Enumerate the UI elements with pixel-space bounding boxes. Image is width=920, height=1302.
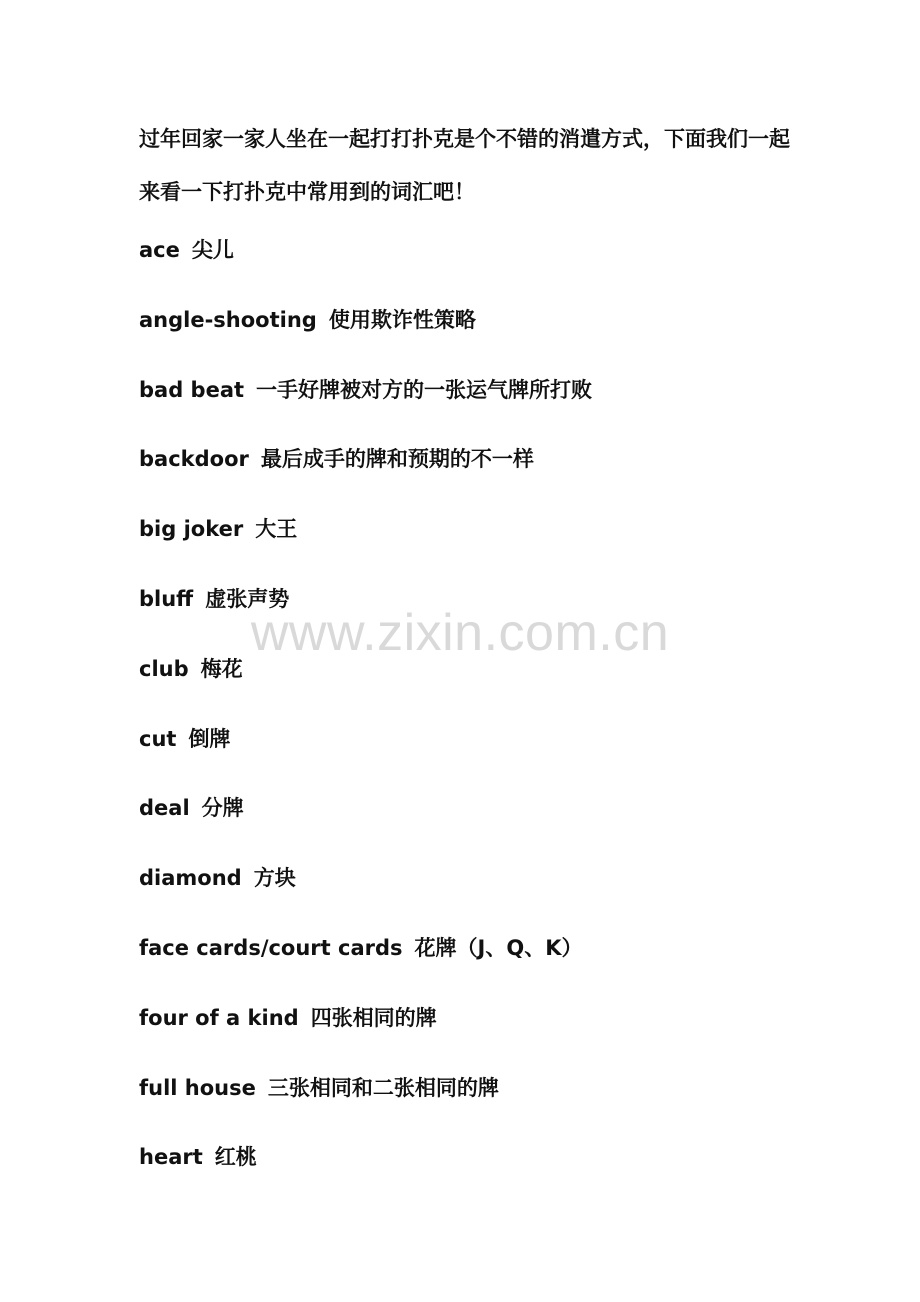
intro-paragraph: 过年回家一家人坐在一起打打扑克是个不错的消遣方式，下面我们一起来看一下打扑克中常用到的词汇吧！ bbox=[139, 127, 790, 204]
term-item bbox=[139, 789, 592, 859]
term-item bbox=[139, 510, 592, 580]
term-list bbox=[139, 231, 592, 1208]
term-english: face cards/court cards bbox=[139, 935, 403, 960]
term-chinese: 三张相同和二张相同的牌 bbox=[267, 1075, 499, 1100]
term-english: big joker bbox=[139, 517, 244, 542]
term-item bbox=[139, 440, 592, 510]
term-item bbox=[139, 720, 592, 790]
term-chinese: 四张相同的牌 bbox=[310, 1005, 437, 1030]
term-chinese: 分牌 bbox=[201, 796, 244, 821]
term-english: deal bbox=[139, 796, 190, 821]
term-english: ace bbox=[139, 238, 180, 262]
term-item bbox=[139, 650, 592, 720]
term-item bbox=[139, 929, 592, 999]
term-chinese: 大王 bbox=[255, 517, 298, 542]
term-english: full house bbox=[139, 1075, 256, 1100]
term-item bbox=[139, 580, 592, 650]
term-chinese: 方块 bbox=[253, 866, 296, 891]
term-english: bad beat bbox=[139, 377, 245, 402]
term-english: diamond bbox=[139, 866, 242, 891]
term-chinese: 梅花 bbox=[200, 656, 243, 681]
watermark: www.zixin.com.cn bbox=[250, 604, 670, 662]
term-item bbox=[139, 1138, 592, 1208]
term-chinese: 最后成手的牌和预期的不一样 bbox=[260, 447, 534, 472]
term-chinese: 花牌（J、Q、K） bbox=[414, 935, 583, 960]
term-english: bluff bbox=[139, 586, 194, 611]
term-chinese: 红桃 bbox=[214, 1145, 257, 1170]
term-item bbox=[139, 999, 592, 1069]
term-english: cut bbox=[139, 726, 177, 751]
term-item bbox=[139, 859, 592, 929]
term-english: heart bbox=[139, 1145, 203, 1170]
term-english: backdoor bbox=[139, 447, 249, 472]
term-english: four of a kind bbox=[139, 1005, 299, 1030]
term-english: angle-shooting bbox=[139, 307, 317, 332]
term-item bbox=[139, 301, 592, 371]
term-chinese: 虚张声势 bbox=[205, 586, 290, 611]
term-item bbox=[139, 371, 592, 441]
term-chinese: 尖儿 bbox=[191, 238, 234, 262]
term-item bbox=[139, 1069, 592, 1139]
term-item bbox=[139, 231, 592, 301]
term-chinese: 倒牌 bbox=[188, 726, 231, 751]
term-chinese: 使用欺诈性策略 bbox=[328, 307, 476, 332]
term-chinese: 一手好牌被对方的一张运气牌所打败 bbox=[256, 377, 593, 402]
term-english: club bbox=[139, 656, 189, 681]
